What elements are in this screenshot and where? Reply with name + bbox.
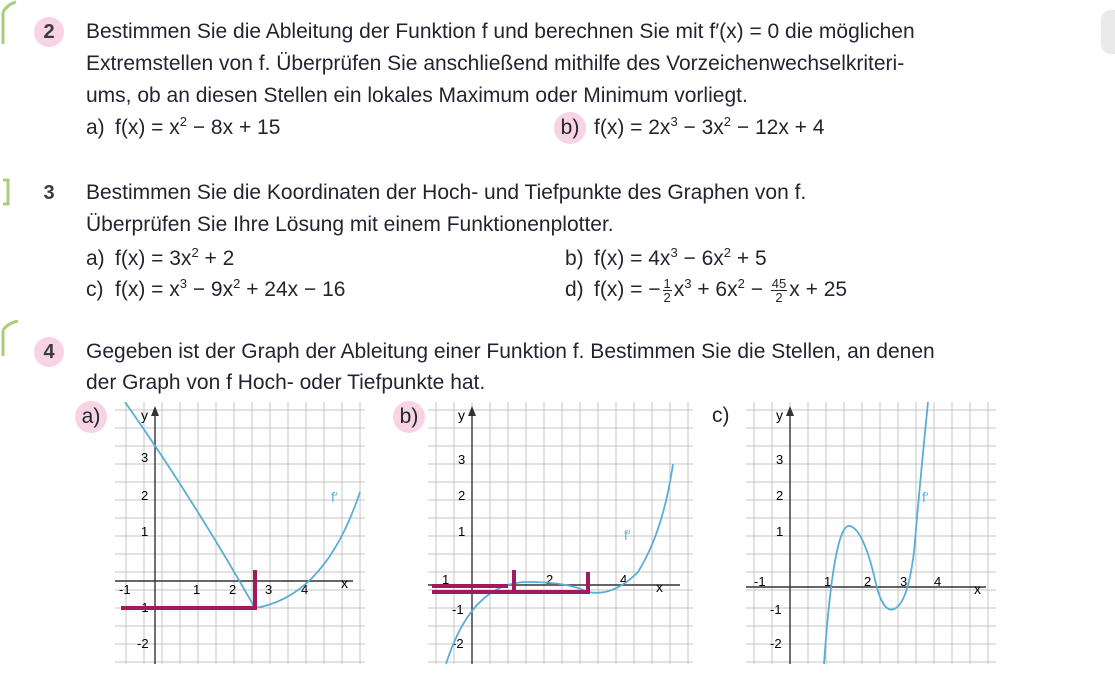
axis-label-x: x <box>974 581 981 597</box>
handwritten-marker <box>432 572 588 592</box>
y-arrow-icon <box>786 406 794 416</box>
graph-a <box>115 402 365 664</box>
svg-text:-1: -1 <box>754 574 766 589</box>
subtask-label: d) <box>565 278 584 301</box>
bracket-icon <box>0 178 20 208</box>
svg-text:1: 1 <box>776 524 784 539</box>
function-expression: f(x) = − $\frac{1}{2}$ $x^3 + 6x^2$ − $\frac{45}{2}$ x + 25 <box>594 275 848 305</box>
svg-text:2: 2 <box>229 582 237 597</box>
svg-text:2: 2 <box>458 488 466 503</box>
subtask-label: c) <box>86 278 104 301</box>
svg-text:3: 3 <box>776 452 784 467</box>
derivative-curve <box>824 402 928 664</box>
subtask-label: a) <box>75 401 107 433</box>
function-expression: $f(x) = 2x^3 - 3x^2 - 12x + 4$ <box>594 114 825 139</box>
task-number: 2 <box>34 17 64 47</box>
svg-text:3: 3 <box>900 574 908 589</box>
svg-text:-1: -1 <box>452 602 464 617</box>
graph-b <box>428 402 693 664</box>
svg-text:1: 1 <box>442 572 450 587</box>
svg-text:1: 1 <box>141 524 149 539</box>
subtask-label: b) <box>565 247 584 270</box>
axis-label-y: y <box>141 407 148 423</box>
svg-text:3: 3 <box>458 452 466 467</box>
task-number: 4 <box>34 337 64 367</box>
function-expression: $f(x) = 4x^3 - 6x^2 + 5$ <box>594 245 767 270</box>
graph-c <box>746 402 996 664</box>
svg-text:2: 2 <box>864 574 872 589</box>
y-arrow-icon <box>151 406 159 416</box>
subtask-label: a) <box>86 247 105 270</box>
y-arrow-icon <box>468 406 476 416</box>
svg-text:2: 2 <box>776 488 784 503</box>
derivative-curve <box>446 464 673 664</box>
subtask-label: c) <box>712 404 730 427</box>
scroll-handle[interactable] <box>1101 10 1115 54</box>
task-text-line: Überprüfen Sie Ihre Lösung mit einem Funktionenplotter. <box>86 213 614 236</box>
axis-label-x: x <box>341 575 348 591</box>
svg-text:3: 3 <box>265 582 273 597</box>
svg-text:4: 4 <box>934 574 942 589</box>
task-text-line: Bestimmen Sie die Koordinaten der Hoch- und Tiefpunkte des Graphen von f. <box>86 181 807 204</box>
svg-text:-1: -1 <box>770 602 782 617</box>
axis-label-y: y <box>458 407 465 423</box>
svg-text:-1: -1 <box>137 600 149 615</box>
task-text-line: Bestimmen Sie die Ableitung der Funktion f und berechnen Sie mit f′(x) = 0 die möglichen <box>86 20 915 43</box>
task-text-line: Gegeben ist der Graph der Ableitung einer Funktion f. Bestimmen Sie die Stellen, an denen <box>86 340 935 363</box>
task-text-line: Extremstellen von f. Überprüfen Sie anschließend mithilfe des Vorzeichenwechselkriteri- <box>86 52 905 75</box>
axis-label-x: x <box>656 579 663 595</box>
svg-text:-2: -2 <box>770 636 782 651</box>
svg-text:1: 1 <box>824 574 832 589</box>
svg-text:-2: -2 <box>137 636 149 651</box>
svg-text:1: 1 <box>458 524 466 539</box>
task-text-line: der Graph von f Hoch- oder Tiefpunkte hat. <box>86 371 486 394</box>
svg-text:1: 1 <box>193 582 201 597</box>
curve-label: f′ <box>331 489 338 505</box>
curve-label: f′ <box>922 489 929 505</box>
function-expression: $f(x) = x^3 - 9x^2 + 24x - 16$ <box>115 276 346 301</box>
task-number: 3 <box>43 182 55 204</box>
function-expression: $f(x) = 3x^2 + 2$ <box>115 245 235 270</box>
axis-label-y: y <box>776 407 783 423</box>
svg-text:2: 2 <box>546 572 554 587</box>
svg-text:4: 4 <box>620 572 628 587</box>
svg-text:-1: -1 <box>119 582 131 597</box>
subtask-label: a) <box>86 116 105 139</box>
subtask-label: b) <box>554 112 586 144</box>
grid <box>428 402 693 664</box>
derivative-curve <box>125 402 360 608</box>
function-expression: $f(x) = x^2 - 8x + 15$ <box>115 114 281 139</box>
svg-text:3: 3 <box>141 450 149 465</box>
grid <box>746 402 996 664</box>
svg-text:2: 2 <box>141 488 149 503</box>
svg-text:-2: -2 <box>452 636 464 651</box>
checkmark-icon <box>0 0 20 46</box>
curve-label: f′ <box>624 527 631 543</box>
svg-text:4: 4 <box>301 582 309 597</box>
subtask-label: b) <box>393 401 425 433</box>
task-text-line: ums, ob an diesen Stellen ein lokales Maximum oder Minimum vorliegt. <box>86 84 748 107</box>
checkmark-icon <box>0 320 22 358</box>
tick-labels <box>119 450 308 651</box>
